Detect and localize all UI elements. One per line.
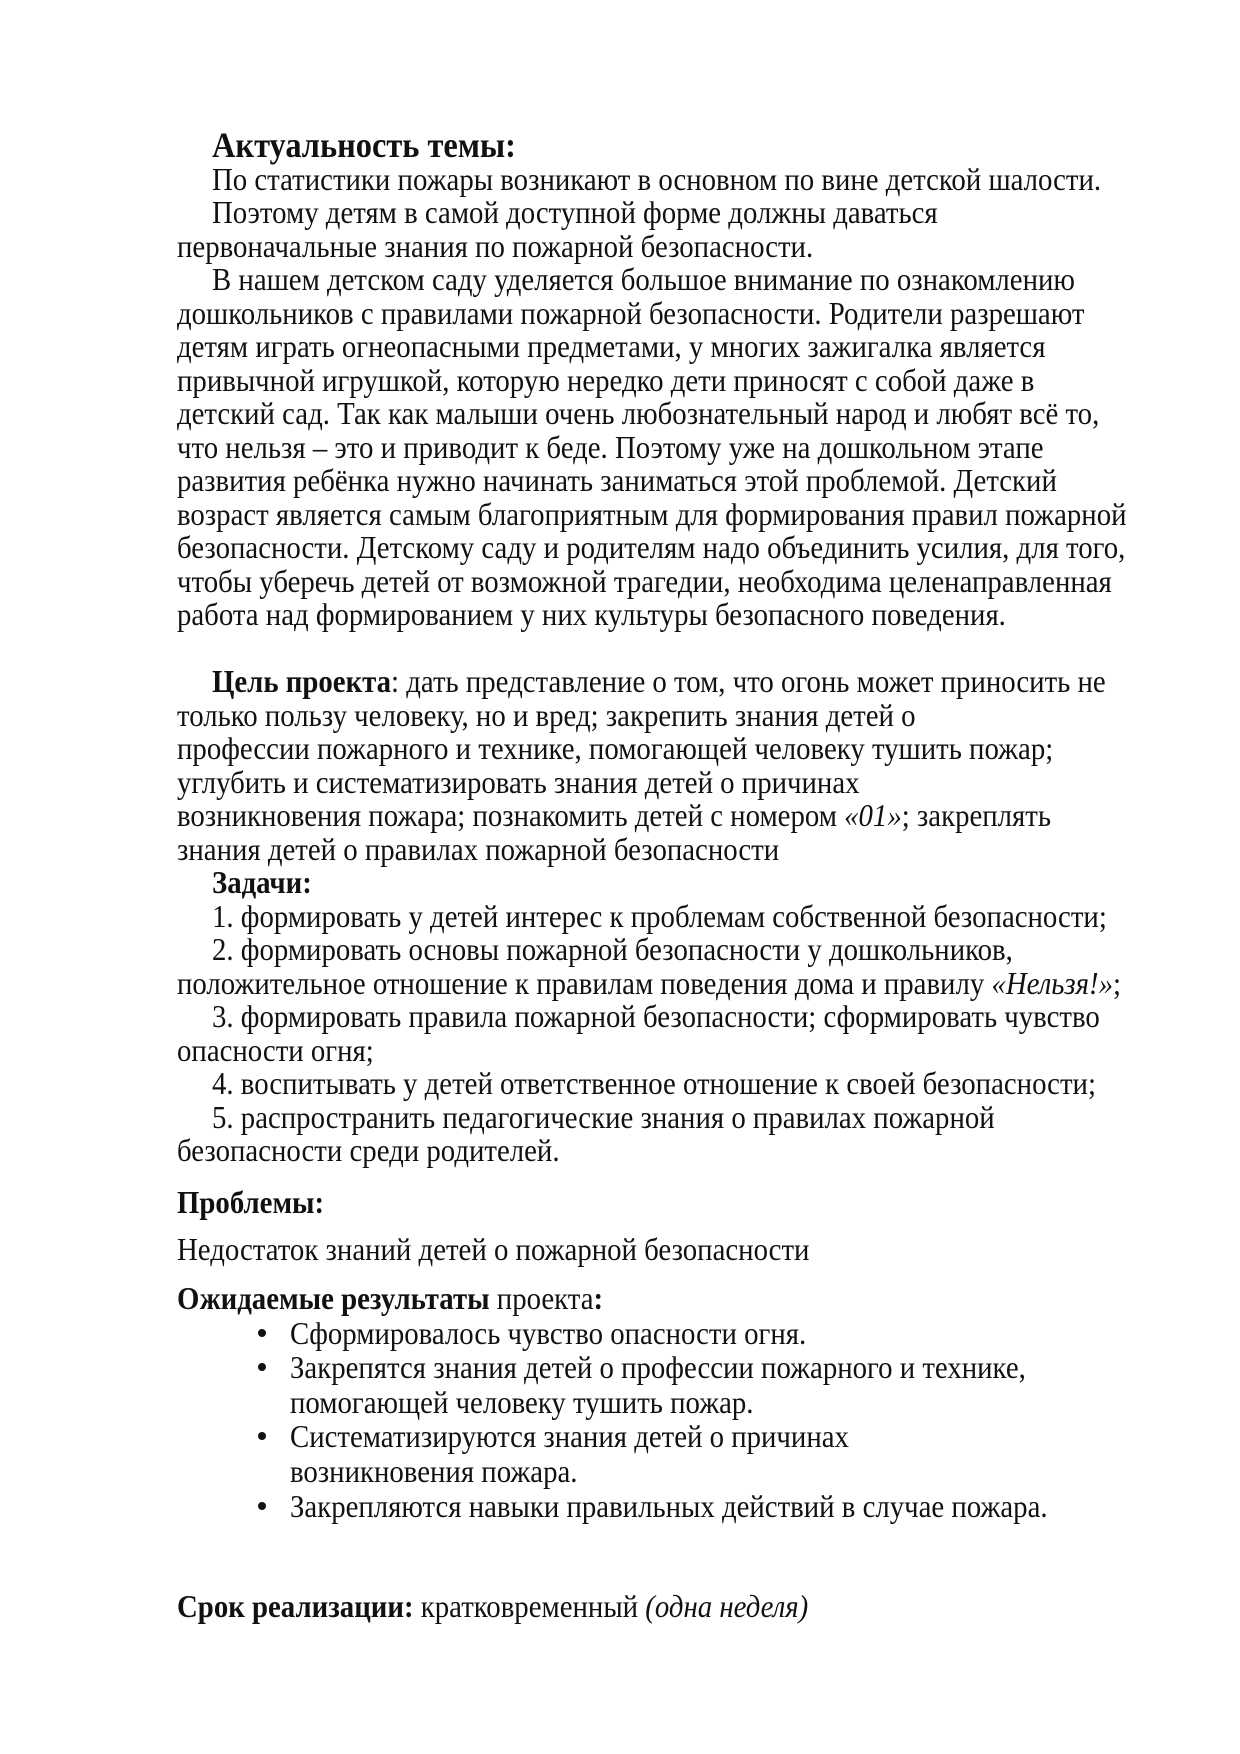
text-segment: детский сад. Так как малыши очень любознательный народ и любят всё то, <box>177 395 1100 431</box>
text-segment: только пользу человеку, но и вред; закрепить знания детей о <box>177 697 916 733</box>
text-segment: ; <box>1112 965 1121 1001</box>
text-segment: Закрепляются навыки правильных действий в случае пожара. <box>290 1488 1048 1524</box>
bullet-list-item-line <box>290 1385 754 1419</box>
text-segment: углубить и систематизировать знания детей о причинах <box>177 764 860 800</box>
text-line <box>177 229 813 263</box>
text-segment: работа над формированием у них культуры безопасного поведения. <box>177 596 1006 632</box>
text-line <box>177 363 1034 397</box>
bold-text: Срок реализации: <box>177 1588 414 1624</box>
text-line <box>177 296 1084 330</box>
text-segment: профессии пожарного и технике, помогающей человеку тушить пожар; <box>177 730 1054 766</box>
bullet-list-item-line <box>290 1316 806 1350</box>
bold-text: : <box>593 1280 604 1316</box>
bold-text: Цель проекта <box>212 663 392 699</box>
text-segment: 2. формировать основы пожарной безопасности у дошкольников, <box>212 931 1013 967</box>
text-line <box>177 731 1053 765</box>
text-segment: проекта <box>489 1280 594 1316</box>
bullet-icon <box>258 1363 266 1371</box>
text-line <box>177 1133 560 1167</box>
text-segment: Поэтому детям в самой доступной форме должны даваться <box>212 194 938 230</box>
text-segment: положительное отношение к правилам поведения дома и правилу <box>177 965 992 1001</box>
bold-text: Актуальность темы: <box>212 125 516 165</box>
text-segment: чтобы уберечь детей от возможной трагедии, необходима целенаправленная <box>177 563 1112 599</box>
text-segment: первоначальные знания по пожарной безопасности. <box>177 228 814 264</box>
text-line <box>177 564 1112 598</box>
text-segment: 1. формировать у детей интерес к проблемам собственной безопасности; <box>212 898 1107 934</box>
text-segment: безопасности. Детскому саду и родителям надо объединить усилия, для того, <box>177 529 1126 565</box>
italic-text: «01» <box>844 797 902 833</box>
text-segment: 3. формировать правила пожарной безопасности; сформировать чувство <box>212 998 1100 1034</box>
text-segment: 5. распространить педагогические знания о правилах пожарной <box>212 1099 995 1135</box>
bullet-icon <box>258 1329 266 1337</box>
text-line <box>212 1066 1096 1100</box>
text-segment: Систематизируются знания детей о причинах <box>290 1418 849 1454</box>
text-line <box>212 999 1100 1033</box>
text-segment: развития ребёнка нужно начинать заниматься этой проблемой. Детский <box>177 462 1057 498</box>
italic-text: «Нельзя!» <box>991 965 1113 1001</box>
text-line <box>212 262 1075 296</box>
bold-text: Ожидаемые результаты <box>177 1280 490 1316</box>
text-segment: возникновения пожара; познакомить детей с номером <box>177 797 845 833</box>
text-line <box>177 430 1044 464</box>
tasks-heading <box>212 865 312 899</box>
problems-heading <box>177 1185 324 1219</box>
bullet-list-item-line <box>290 1419 849 1453</box>
bullet-icon <box>258 1502 266 1510</box>
text-line <box>177 463 1057 497</box>
expected-results-heading <box>177 1281 603 1315</box>
text-segment: : дать представление о том, что огонь может приносить не <box>391 663 1106 699</box>
text-line <box>177 1033 374 1067</box>
implementation-term-line <box>177 1589 808 1623</box>
text-segment: По статистики пожары возникают в основном по вине детской шалости. <box>212 161 1102 197</box>
text-segment: Закрепятся знания детей о профессии пожарного и технике, <box>290 1349 1026 1385</box>
text-line <box>177 597 1006 631</box>
text-segment: В нашем детском саду уделяется большое внимание по ознакомлению <box>212 261 1075 297</box>
text-line <box>177 698 916 732</box>
text-segment: возраст является самым благоприятным для формирования правил пожарной <box>177 496 1127 532</box>
bullet-icon <box>258 1432 266 1440</box>
italic-text: (одна неделя) <box>645 1588 809 1624</box>
text-segment: дошкольников с правилами пожарной безопасности. Родители разрешают <box>177 295 1085 331</box>
section-title-relevance <box>212 125 516 165</box>
bullet-list-item-line <box>290 1454 577 1488</box>
text-segment: опасности огня; <box>177 1032 374 1068</box>
bullet-list-item-line <box>290 1350 1026 1384</box>
text-line <box>212 932 1013 966</box>
text-segment: Сформировалось чувство опасности огня. <box>290 1315 807 1351</box>
text-segment: знания детей о правилах пожарной безопасности <box>177 831 780 867</box>
text-segment: помогающей человеку тушить пожар. <box>290 1384 754 1420</box>
text-line <box>177 1232 809 1266</box>
text-line <box>177 798 1051 832</box>
text-line <box>177 832 779 866</box>
text-line <box>212 162 1101 196</box>
text-line <box>212 899 1107 933</box>
text-line <box>212 195 938 229</box>
text-line <box>212 1100 995 1134</box>
bold-text: Проблемы: <box>177 1184 325 1220</box>
text-segment: возникновения пожара. <box>290 1453 578 1489</box>
text-segment: детям играть огнеопасными предметами, у многих зажигалка является <box>177 328 1046 364</box>
text-segment: что нельзя – это и приводит к беде. Поэтому уже на дошкольном этапе <box>177 429 1044 465</box>
text-segment: кратковременный <box>413 1588 646 1624</box>
text-line <box>177 966 1121 1000</box>
text-segment: ; закреплять <box>901 797 1052 833</box>
text-segment: 4. воспитывать у детей ответственное отношение к своей безопасности; <box>212 1065 1096 1101</box>
text-line <box>177 765 859 799</box>
text-line <box>177 396 1099 430</box>
text-segment: Недостаток знаний детей о пожарной безопасности <box>177 1231 810 1267</box>
text-line <box>177 329 1045 363</box>
text-line <box>177 497 1127 531</box>
bullet-list-item-line <box>290 1489 1048 1523</box>
text-segment: безопасности среди родителей. <box>177 1132 560 1168</box>
project-goal-heading-line <box>212 664 1106 698</box>
bold-text: Задачи: <box>212 864 312 900</box>
text-line <box>177 530 1125 564</box>
text-segment: привычной игрушкой, которую нередко дети приносят с собой даже в <box>177 362 1035 398</box>
